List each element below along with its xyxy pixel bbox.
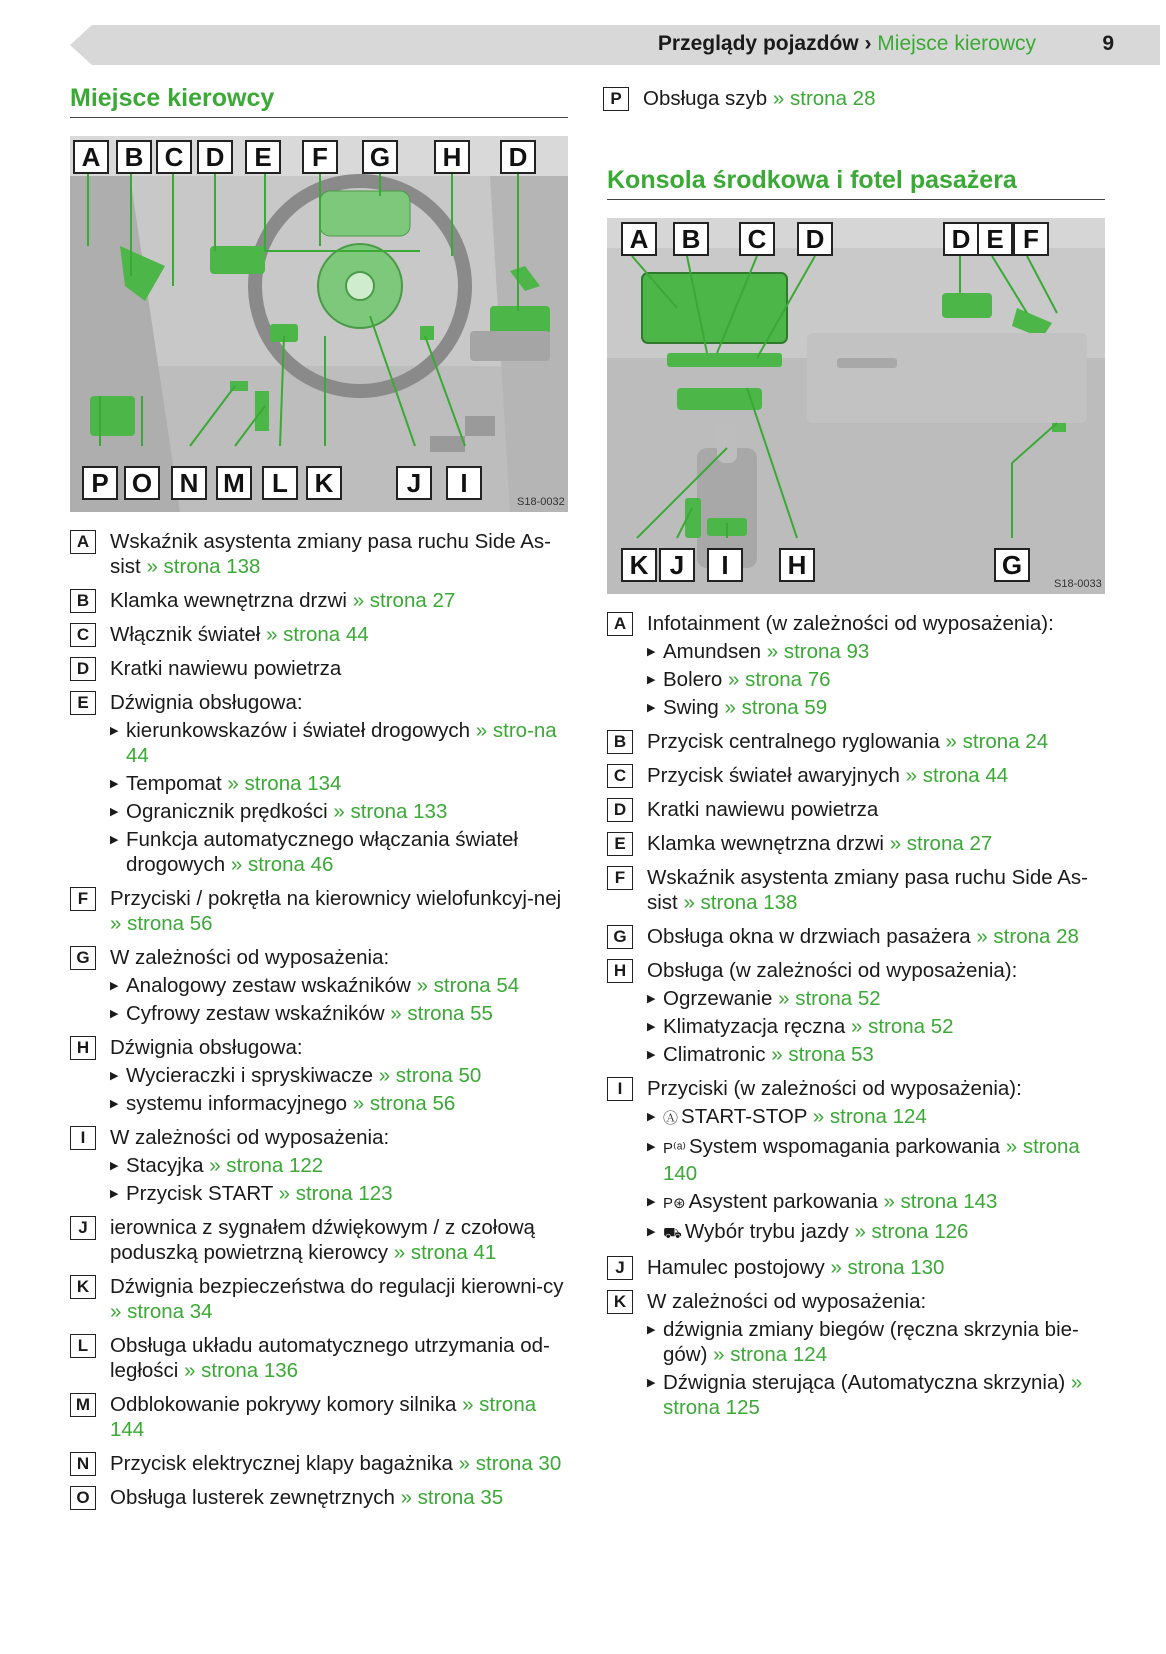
figure-code: S18-0032 <box>517 496 565 508</box>
figure-label-f: F <box>1013 222 1049 256</box>
item-text: Przycisk świateł awaryjnych <box>647 764 900 787</box>
figure-label-k: K <box>621 548 657 582</box>
item-label: G <box>70 946 96 970</box>
driver-cockpit-figure <box>70 136 568 512</box>
figure-label-d2: D <box>500 140 536 174</box>
item-text: Obsługa układu automatycznego utrzymania od-ległości <box>110 1334 550 1382</box>
page-ref-link[interactable]: » strona 136 <box>184 1359 299 1382</box>
figure-label-a: A <box>621 222 657 256</box>
figure-label-d2: D <box>943 222 979 256</box>
item-text: Przycisk elektrycznej klapy bagażnika <box>110 1452 453 1475</box>
feature-icon: P⊛ <box>663 1195 686 1212</box>
figure-label-b: B <box>116 140 152 174</box>
figure-label-i: I <box>707 548 743 582</box>
figure-label-c: C <box>739 222 775 256</box>
page-ref-link[interactable]: » strona 143 <box>883 1190 998 1213</box>
item-label: C <box>607 764 633 788</box>
sub-item <box>647 1134 1107 1186</box>
figure-label-j: J <box>396 466 432 500</box>
page-ref-link[interactable]: » strona 76 <box>727 668 831 691</box>
console-figure <box>607 218 1105 594</box>
sub-item <box>110 1063 570 1088</box>
sub-item <box>647 1317 1107 1367</box>
sub-item-text: systemu informacyjnego <box>126 1092 348 1115</box>
list-item-e <box>607 831 1107 856</box>
sub-item-text: START-STOP <box>681 1105 808 1128</box>
item-text: Dźwignia bezpieczeństwa do regulacji kierowni-cy <box>110 1275 564 1298</box>
item-label: A <box>70 530 96 554</box>
section-title-console: Konsola środkowa i fotel pasażera <box>607 166 1105 200</box>
figure-label-h: H <box>434 140 470 174</box>
sub-item <box>647 1014 1107 1039</box>
page-ref-link[interactable]: » strona 28 <box>772 87 876 110</box>
sub-item-text: System wspomagania parkowania <box>688 1135 1001 1158</box>
sub-item-text: Funkcja automatycznego włączania świateł drogowych <box>126 828 518 876</box>
sub-item-text: Wybór trybu jazdy <box>684 1220 849 1243</box>
figure-label-d: D <box>797 222 833 256</box>
console-illustration <box>607 218 1105 594</box>
sub-item-text: Cyfrowy zestaw wskaźników <box>126 1002 385 1025</box>
item-label: A <box>607 612 633 636</box>
page-ref-link[interactable]: » strona 24 <box>945 730 1049 753</box>
feature-icon: ⛟ <box>663 1225 682 1242</box>
item-text: Kratki nawiewu powietrza <box>110 657 342 680</box>
item-text: Obsługa okna w drzwiach pasażera <box>647 925 971 948</box>
figure-label-j: J <box>659 548 695 582</box>
figure-label-m: M <box>216 466 252 500</box>
item-text: Obsługa lusterek zewnętrznych <box>110 1486 395 1509</box>
list-item-e <box>70 690 570 877</box>
sub-item <box>110 718 570 768</box>
item-text: Klamka wewnętrzna drzwi <box>110 589 347 612</box>
item-label: O <box>70 1486 96 1510</box>
sub-item <box>110 827 570 877</box>
item-text: Przyciski / pokrętła na kierownicy wielofunkcyj-nej <box>110 887 562 910</box>
sub-item-text: Przycisk START <box>126 1182 273 1205</box>
page-ref-link[interactable]: » strona 124 <box>812 1105 927 1128</box>
item-label: E <box>70 691 96 715</box>
list-item-h <box>70 1035 570 1116</box>
item-text: ierownica z sygnałem dźwiękowym / z czołową poduszką powietrzną kierowcy <box>110 1216 535 1264</box>
page-ref-link[interactable]: » strona 53 <box>771 1043 874 1066</box>
item-text: W zależności od wyposażenia: <box>110 946 390 969</box>
figure-label-g: G <box>362 140 398 174</box>
page-ref-link[interactable]: » strona 56 <box>352 1092 456 1115</box>
list-item-j <box>70 1215 570 1265</box>
breadcrumb <box>658 32 1036 56</box>
item-label: L <box>70 1334 96 1358</box>
item-text: Dźwignia obsługowa: <box>110 691 303 714</box>
console-items-list <box>607 611 1107 1429</box>
sub-item <box>647 667 1107 692</box>
item-label: F <box>607 866 633 890</box>
item-text: Wskaźnik asystenta zmiany pasa ruchu Side As-sist <box>647 866 1088 914</box>
page-ref-link[interactable]: » strona 44 <box>266 623 369 646</box>
sub-item <box>647 986 1107 1011</box>
page-ref-link[interactable]: » stro-na 44 <box>126 719 557 767</box>
page-ref-link[interactable]: » strona 28 <box>976 925 1079 948</box>
figure-label-l: L <box>262 466 298 500</box>
sub-item <box>647 639 1107 664</box>
feature-icon: P⁽ᵃ⁾ <box>663 1140 686 1157</box>
figure-label-c: C <box>156 140 192 174</box>
section-title-driver: Miejsce kierowcy <box>70 84 568 118</box>
sub-item-text: kierunkowskazów i świateł drogowych <box>126 719 471 742</box>
page-ref-link[interactable]: » strona 124 <box>713 1343 828 1366</box>
page-ref-link[interactable]: » strona 27 <box>889 832 993 855</box>
sub-item <box>110 1001 570 1026</box>
sub-item-text: dźwignia zmiany biegów (ręczna skrzynia bie-gów) <box>663 1318 1079 1366</box>
page-ref-link[interactable]: » strona 122 <box>209 1154 324 1177</box>
item-label: J <box>607 1256 633 1280</box>
page-ref-link[interactable]: » strona 34 <box>110 1300 213 1323</box>
page-ref-link[interactable]: » strona 93 <box>766 640 870 663</box>
list-item-d <box>70 656 570 681</box>
figure-label-n: N <box>171 466 207 500</box>
sub-item <box>110 1181 570 1206</box>
list-item-d <box>607 797 1107 822</box>
page-ref-link[interactable]: » strona 133 <box>333 800 448 823</box>
page-ref-link[interactable]: » strona 54 <box>416 974 520 997</box>
sub-item <box>110 771 570 796</box>
list-item-b <box>70 588 570 613</box>
item-text: Obsługa (w zależności od wyposażenia): <box>647 959 1018 982</box>
sub-item-text: Bolero <box>663 668 723 691</box>
page-ref-link[interactable]: » strona 138 <box>146 555 261 578</box>
breadcrumb-chapter: Przeglądy pojazdów <box>657 32 859 55</box>
item-label: E <box>607 832 633 856</box>
sub-item-text: Dźwignia sterująca (Automatyczna skrzynia) <box>663 1371 1066 1394</box>
sub-item <box>110 1091 570 1116</box>
item-label: K <box>70 1275 96 1299</box>
sub-item-text: Stacyjka <box>126 1154 204 1177</box>
page-ref-link[interactable]: » strona 44 <box>905 764 1009 787</box>
page-ref-link[interactable]: » strona 130 <box>830 1256 945 1279</box>
page-ref-link[interactable]: » strona 46 <box>230 853 334 876</box>
sub-item-text: Asystent parkowania <box>688 1190 878 1213</box>
list-item-o <box>70 1485 570 1510</box>
figure-label-h: H <box>779 548 815 582</box>
figure-label-g: G <box>994 548 1030 582</box>
item-text: Przycisk centralnego ryglowania <box>647 730 940 753</box>
item-label: F <box>70 887 96 911</box>
figure-label-p: P <box>82 466 118 500</box>
sub-item-text: Wycieraczki i spryskiwacze <box>126 1064 373 1087</box>
sub-item-text: Swing <box>663 696 719 719</box>
sub-item <box>647 1189 1107 1216</box>
list-item-c <box>70 622 570 647</box>
item-text: W zależności od wyposażenia: <box>110 1126 390 1149</box>
sub-item <box>647 1219 1107 1246</box>
list-item-a <box>70 529 570 579</box>
page-ref-link[interactable]: » strona 56 <box>110 912 213 935</box>
page-ref-link[interactable]: » strona 50 <box>378 1064 482 1087</box>
figure-label-a: A <box>73 140 109 174</box>
item-label: B <box>70 589 96 613</box>
breadcrumb-section: Miejsce kierowcy <box>877 32 1036 55</box>
list-item-j <box>607 1255 1107 1280</box>
list-item-g <box>607 924 1107 949</box>
list-item-m <box>70 1392 570 1442</box>
item-text: Klamka wewnętrzna drzwi <box>647 832 884 855</box>
item-text: Włącznik świateł <box>110 623 261 646</box>
driver-cockpit-illustration <box>70 136 568 512</box>
page-ref-link[interactable]: » strona 52 <box>851 1015 954 1038</box>
item-label: M <box>70 1393 96 1417</box>
page-ref-link[interactable]: » strona 123 <box>278 1182 393 1205</box>
item-label: K <box>607 1290 633 1314</box>
list-item-p <box>603 86 1103 120</box>
item-label: P <box>603 87 629 111</box>
item-label: G <box>607 925 633 949</box>
sub-item <box>110 1153 570 1178</box>
sub-item-text: Tempomat <box>126 772 222 795</box>
sub-item <box>647 1370 1107 1420</box>
breadcrumb-separator: › <box>864 32 872 55</box>
page-ref-link[interactable]: » strona 134 <box>227 772 342 795</box>
sub-item <box>110 973 570 998</box>
feature-icon: Ⓐ <box>663 1110 679 1127</box>
sub-item-text: Climatronic <box>663 1043 766 1066</box>
item-label: N <box>70 1452 96 1476</box>
sub-item <box>647 1042 1107 1067</box>
list-item-g <box>70 945 570 1026</box>
item-text: Kratki nawiewu powietrza <box>647 798 879 821</box>
item-text: W zależności od wyposażenia: <box>647 1290 927 1313</box>
item-text: Odblokowanie pokrywy komory silnika <box>110 1393 457 1416</box>
item-label: D <box>607 798 633 822</box>
figure-label-i: I <box>446 466 482 500</box>
list-item-b <box>607 729 1107 754</box>
figure-label-e: E <box>977 222 1013 256</box>
list-item-i <box>70 1125 570 1206</box>
list-item-i <box>607 1076 1107 1246</box>
figure-label-d: D <box>197 140 233 174</box>
list-item-f <box>607 865 1107 915</box>
figure-label-e: E <box>245 140 281 174</box>
item-label: H <box>70 1036 96 1060</box>
sub-item <box>647 1104 1107 1131</box>
page-ref-link[interactable]: » strona 30 <box>458 1452 562 1475</box>
item-label: B <box>607 730 633 754</box>
page-ref-link[interactable]: » strona 59 <box>724 696 828 719</box>
sub-item <box>647 695 1107 720</box>
list-item-n <box>70 1451 570 1476</box>
driver-items-list <box>70 529 570 1519</box>
list-item-h <box>607 958 1107 1067</box>
item-label: I <box>607 1077 633 1101</box>
item-text: Obsługa szyb <box>643 87 768 110</box>
sub-item-text: Ogrzewanie <box>663 987 773 1010</box>
sub-item-text: Analogowy zestaw wskaźników <box>126 974 411 997</box>
list-item-k <box>70 1274 570 1324</box>
figure-label-f: F <box>302 140 338 174</box>
sub-item <box>110 799 570 824</box>
item-text: Hamulec postojowy <box>647 1256 825 1279</box>
page-ref-link[interactable]: » strona 35 <box>400 1486 504 1509</box>
page-ref-link[interactable]: » strona 138 <box>683 891 798 914</box>
page-number: 9 <box>1102 32 1114 55</box>
sub-item-text: Amundsen <box>663 640 762 663</box>
list-item-l <box>70 1333 570 1383</box>
page-ref-link[interactable]: » strona 27 <box>352 589 456 612</box>
page-ref-link[interactable]: » strona 126 <box>854 1220 969 1243</box>
figure-label-k: K <box>306 466 342 500</box>
item-text: Dźwignia obsługowa: <box>110 1036 303 1059</box>
figure-label-b: B <box>673 222 709 256</box>
item-label: H <box>607 959 633 983</box>
sub-item-text: Ogranicznik prędkości <box>126 800 328 823</box>
list-item-a <box>607 611 1107 720</box>
item-label: J <box>70 1216 96 1240</box>
item-label: D <box>70 657 96 681</box>
page-ref-link[interactable]: » strona 41 <box>393 1241 497 1264</box>
page-ref-link[interactable]: » strona 125 <box>663 1371 1083 1419</box>
sub-item-text: Klimatyzacja ręczna <box>663 1015 846 1038</box>
item-label: I <box>70 1126 96 1150</box>
page-ref-link[interactable]: » strona 140 <box>663 1135 1080 1185</box>
figure-code: S18-0033 <box>1054 578 1102 590</box>
page-ref-link[interactable]: » strona 144 <box>110 1393 537 1441</box>
item-label: C <box>70 623 96 647</box>
item-text: Infotainment (w zależności od wyposażenia): <box>647 612 1054 635</box>
list-item-k <box>607 1289 1107 1420</box>
item-text: Przyciski (w zależności od wyposażenia): <box>647 1077 1022 1100</box>
page-ref-link[interactable]: » strona 52 <box>778 987 881 1010</box>
list-item-c <box>607 763 1107 788</box>
figure-label-o: O <box>124 466 160 500</box>
page-ref-link[interactable]: » strona 55 <box>390 1002 493 1025</box>
item-text: Wskaźnik asystenta zmiany pasa ruchu Side As-sist <box>110 530 551 578</box>
list-item-f <box>70 886 570 936</box>
